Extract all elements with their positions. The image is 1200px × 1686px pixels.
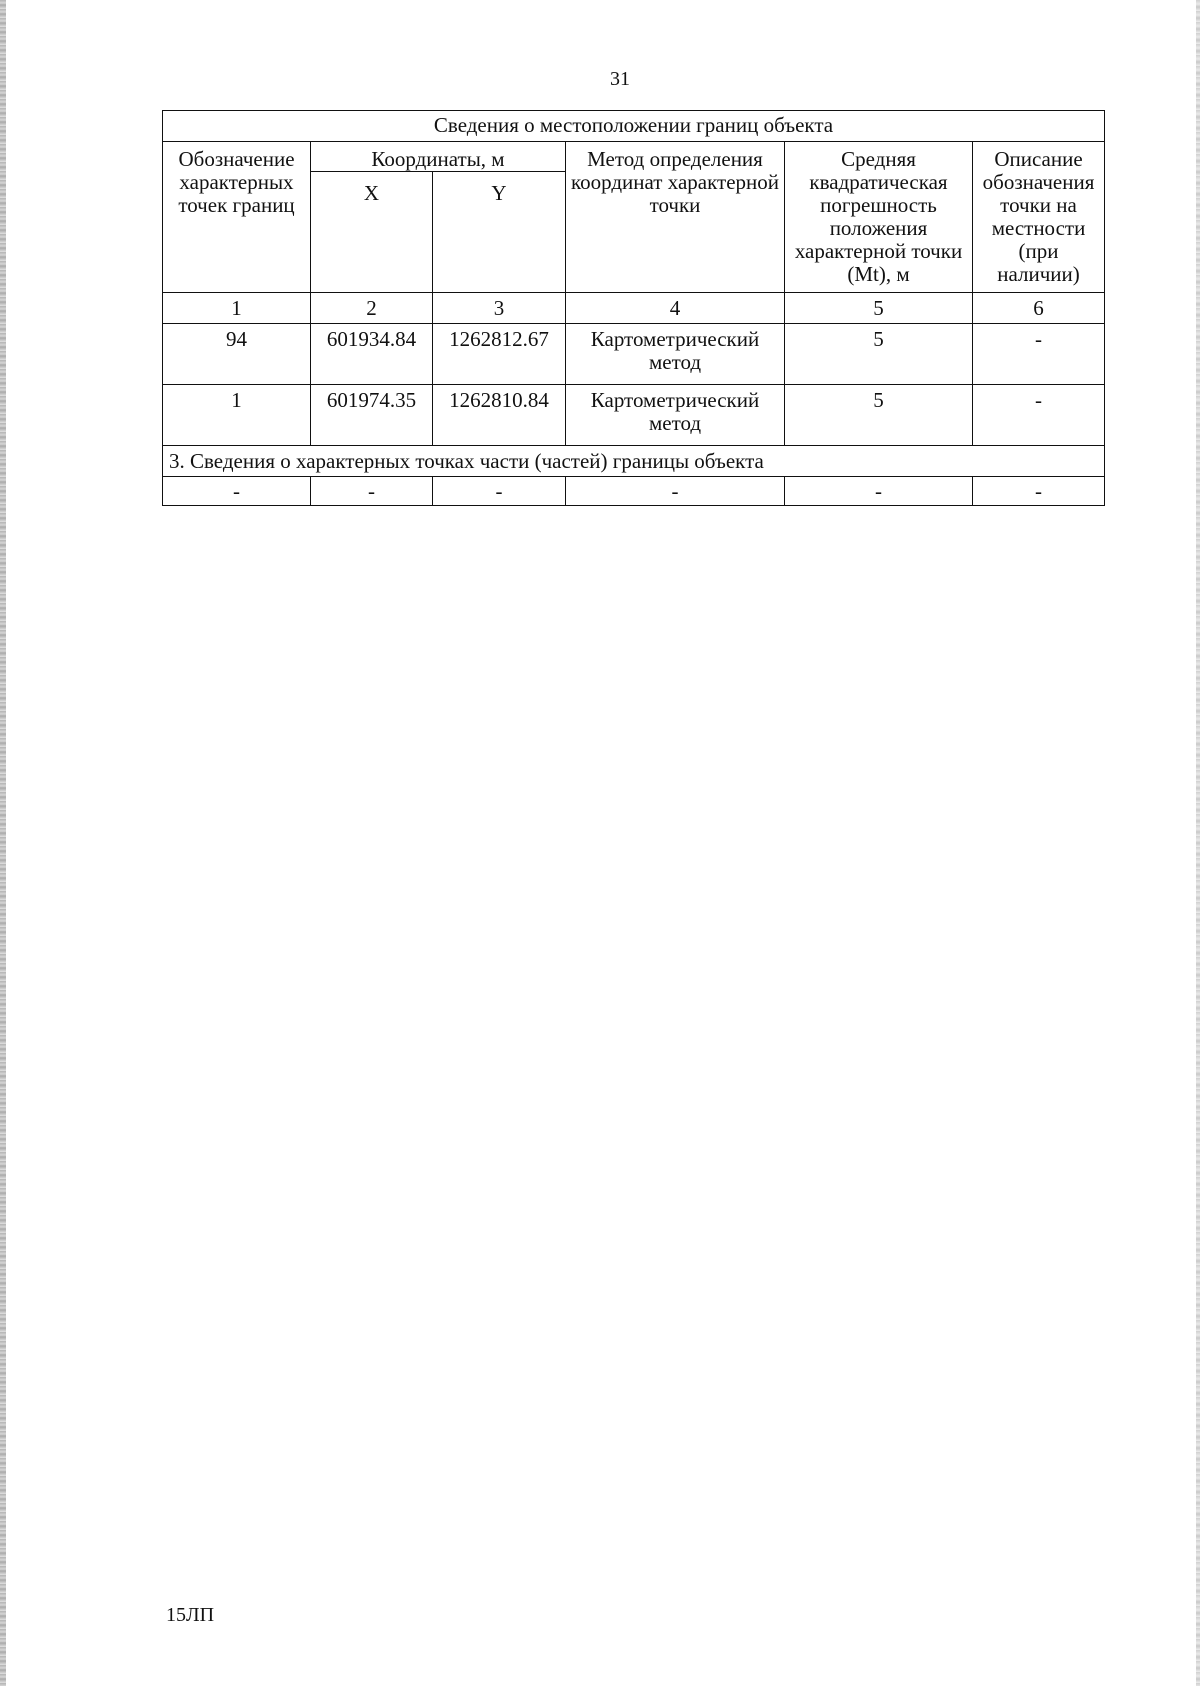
cell-dash: - [785,477,973,506]
cell-description: - [973,324,1105,385]
section-3-row [163,477,1105,506]
page-number: 31 [610,68,630,90]
cell-error: 5 [785,324,973,385]
header-description: Описание обозначения точки на местности (при наличии) [973,142,1105,293]
cell-dash: - [311,477,433,506]
table-title: Сведения о местоположении границ объекта [163,111,1105,142]
cell-error: 5 [785,385,973,446]
header-error: Средняя квадратическая погрешность положения характерной точки (Mt), м [785,142,973,293]
footer-code: 15ЛП [166,1604,215,1626]
cell-description: - [973,385,1105,446]
header-coordinates: Координаты, м [311,142,566,172]
cell-dash: - [566,477,785,506]
table-row [163,324,1105,385]
column-number: 4 [566,293,785,324]
column-number: 6 [973,293,1105,324]
cell-y: 1262810.84 [433,385,566,446]
column-number: 2 [311,293,433,324]
cell-x: 601934.84 [311,324,433,385]
cell-x: 601974.35 [311,385,433,446]
scan-edge-left [0,0,6,1686]
cell-dash: - [433,477,566,506]
section-3-title: 3. Сведения о характерных точках части (частей) границы объекта [163,446,1105,477]
cell-point: 94 [163,324,311,385]
header-y: Y [433,172,566,293]
boundary-table [162,110,1105,506]
column-number: 5 [785,293,973,324]
cell-y: 1262812.67 [433,324,566,385]
table-row [163,385,1105,446]
cell-dash: - [973,477,1105,506]
cell-method: Картометрический метод [566,385,785,446]
cell-method: Картометрический метод [566,324,785,385]
column-number: 3 [433,293,566,324]
cell-point: 1 [163,385,311,446]
column-numbers-row [163,293,1105,324]
header-method: Метод определения координат характерной точки [566,142,785,293]
cell-dash: - [163,477,311,506]
column-number: 1 [163,293,311,324]
header-designation: Обозначение характерных точек границ [163,142,311,293]
header-x: X [311,172,433,293]
scan-edge-right [1196,0,1200,1686]
